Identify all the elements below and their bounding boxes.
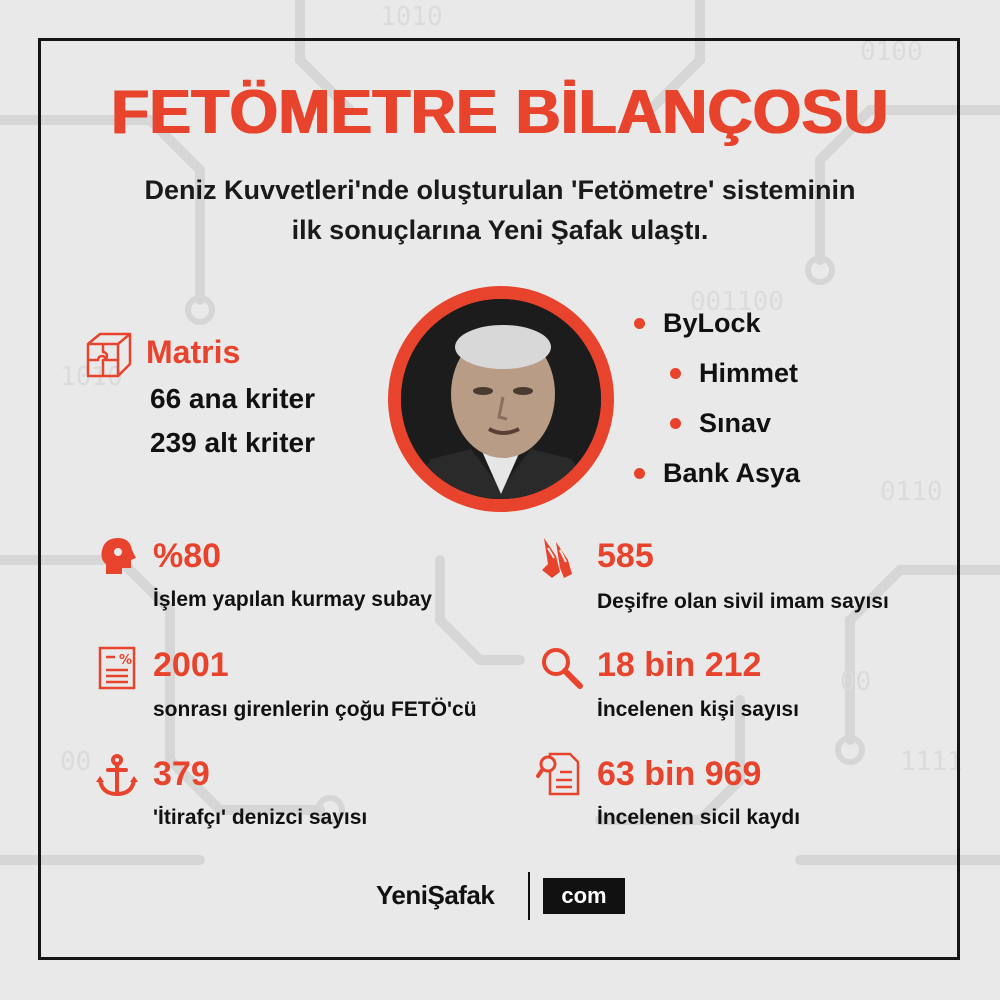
subtitle-line: Deniz Kuvvetleri'nde oluşturulan 'Fetömetre' sisteminin [144,175,856,205]
criteria-label: Himmet [699,358,799,388]
stat-value: 63 bin 969 [597,755,762,793]
footer-divider [528,872,530,920]
svg-text:00: 00 [840,667,872,697]
criteria-label: ByLock [663,308,761,338]
criteria-item [670,358,798,389]
matris-main-criteria: 66 ana kriter [150,383,315,414]
brand-domain-badge: com [543,878,625,914]
criteria-item [670,408,771,439]
criteria-item [634,458,800,489]
magnifier-icon [538,644,584,690]
bullet-dot [670,418,681,429]
stat-label: 'İtirafçı' denizci sayısı [153,806,368,829]
stat-value: 2001 [153,646,229,684]
portrait-photo [388,286,614,512]
stat-label: İncelenen kişi sayısı [597,698,799,721]
stat-value: 585 [597,537,654,575]
brand-logo: YeniŞafak [376,880,495,910]
svg-text:0100: 0100 [860,37,923,67]
criteria-label: Bank Asya [663,458,801,488]
stat-label: İncelenen sicil kaydı [597,806,801,829]
portrait-image [401,299,601,499]
praying-hands-icon [538,534,584,580]
page-subtitle [80,170,920,250]
svg-text:0110: 0110 [880,477,943,507]
person-head-icon [96,534,142,580]
document-search-icon [536,750,582,796]
bullet-dot [634,468,645,479]
stat-label: Deşifre olan sivil imam sayısı [597,590,889,613]
stat-value: 18 bin 212 [597,646,762,684]
svg-text:001100: 001100 [690,287,784,317]
matris-sub-criteria: 239 alt kriter [150,427,315,458]
criteria-label: Sınav [699,408,772,438]
svg-text:1010: 1010 [380,2,443,32]
svg-text:%: % [119,653,133,668]
bullet-dot [634,318,645,329]
subtitle-line: ilk sonuçlarına Yeni Şafak ulaştı. [291,215,709,245]
stat-value: %80 [153,537,222,575]
matris-title: Matris [146,334,241,370]
stat-value: 379 [153,755,210,793]
svg-text:1111: 1111 [900,747,963,777]
svg-text:00: 00 [60,747,92,777]
svg-text:1010: 1010 [60,362,123,392]
anchor-icon [94,752,140,798]
percent-document-icon [94,644,140,690]
page-title: FETÖMETRE BİLANÇOSU [111,78,889,147]
stat-label: İşlem yapılan kurmay subay [153,588,432,611]
puzzle-box-icon [84,330,134,380]
stat-label: sonrası girenlerin çoğu FETÖ'cü [153,698,477,721]
bullet-dot [670,368,681,379]
criteria-item [634,308,761,339]
